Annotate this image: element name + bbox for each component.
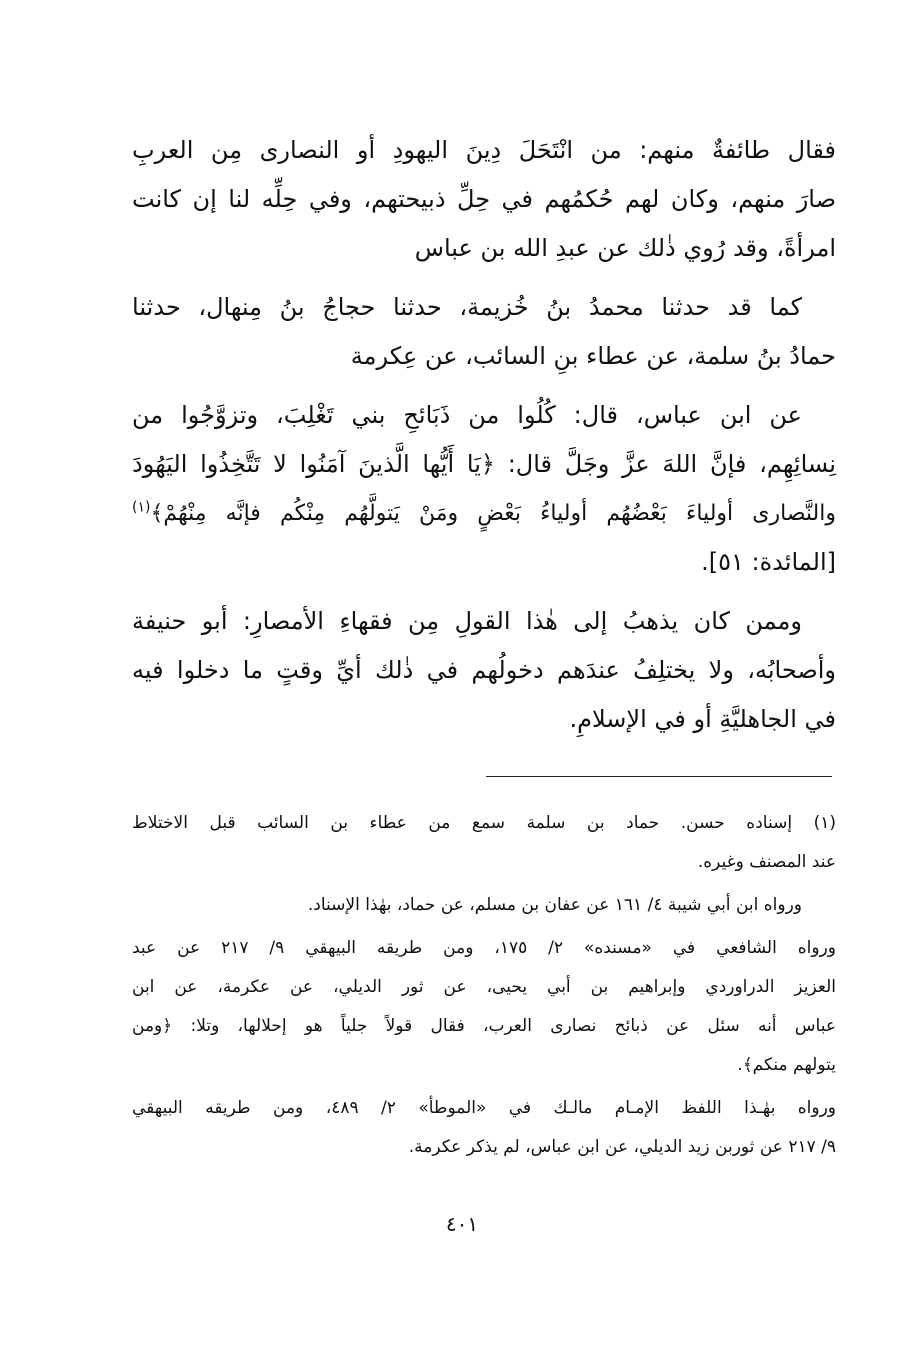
text-line: امرأةً، وقد رُوي ذٰلك عن عبدِ الله بن عباس bbox=[414, 234, 836, 262]
text-line: حمادُ بنُ سلمة، عن عطاء بنِ السائب، عن عِكرمة bbox=[350, 342, 836, 370]
quran-verse-text: والنَّصارى أولياءَ بَعْضُهُم أولياءُ بَعْضٍ ومَنْ يَتولَّهُم مِنْكُم فإنَّه مِنْهُمْ﴾ bbox=[150, 501, 836, 526]
paragraph-1 bbox=[132, 126, 836, 273]
page-number: ٤٠١ bbox=[445, 1212, 479, 1236]
text-line: كما قد حدثنا محمدُ بنُ خُزيمة، حدثنا حجاجُ بنُ مِنهال، حدثنا bbox=[132, 293, 802, 321]
paragraph-2 bbox=[132, 283, 836, 381]
footnote-line: ورواه الشافعي في «مسنده» ٢/ ١٧٥، ومن طريقه البيهقي ٩/ ٢١٧ عن عبد bbox=[132, 938, 836, 958]
text-line: وممن كان يذهبُ إلى هٰذا القولِ مِن فقهاءِ الأمصارِ: أبو حنيفة bbox=[132, 607, 802, 635]
footnote-divider bbox=[486, 776, 832, 777]
text-line: عن ابن عباس، قال: كُلُوا من ذَبَائحِ بني تَغْلِبَ، وتزوَّجُوا من bbox=[132, 401, 802, 429]
footnote-line: (١) إسناده حسن. حماد بن سلمة سمع من عطاء بن السائب قبل الاختلاط bbox=[132, 813, 836, 833]
paragraph-4 bbox=[132, 597, 836, 744]
text-line bbox=[132, 489, 836, 538]
text-line: فقال طائفةٌ منهم: من انْتَحَلَ دِينَ اليهودِ أو النصارى مِن العربِ bbox=[132, 136, 836, 164]
footnote-line: عند المصنف وغيره. bbox=[697, 852, 836, 872]
text-line: نِسائِهِم، فإنَّ اللهَ عزَّ وجَلَّ قال: ﴿يَا أَيُّها الَّذينَ آمَنُوا لا تَتَّخِذُوا اليَهُودَ bbox=[132, 450, 836, 478]
footnote-line: ورواه ابن أبي شيبة ٤/ ١٦١ عن عفان بن مسلم، عن حماد، بهٰذا الإسناد. bbox=[307, 895, 802, 915]
footnotes bbox=[132, 804, 836, 1167]
footnote-paragraph bbox=[132, 886, 836, 925]
paragraph-3 bbox=[132, 391, 836, 587]
text-line: صارَ منهم، وكان لهم حُكمُهم في حِلِّ ذبيحتهم، وفي حِلِّه لنا إن كانت bbox=[132, 185, 836, 213]
main-text bbox=[132, 126, 836, 744]
footnote-line: العزيز الدراوردي وإبراهيم بن أبي يحيى، عن ثور الديلي، عن عكرمة، عن ابن bbox=[132, 977, 836, 997]
footnote-line: ٩/ ٢١٧ عن ثوربن زيد الديلي، عن ابن عباس، لم يذكر عكرمة. bbox=[408, 1137, 836, 1157]
footnote-line: ورواه بهٰـذا اللفظ الإمـام مالـك في «الموطأ» ٢/ ٤٨٩، ومن طريقه البيهقي bbox=[132, 1098, 836, 1118]
text-line: في الجاهليَّةِ أو في الإسلامِ. bbox=[569, 705, 836, 733]
footnote-paragraph bbox=[132, 1089, 836, 1167]
text-line: وأصحابُه، ولا يختلِفُ عندَهم دخولُهم في ذٰلك أيِّ وقتٍ ما دخلوا فيه bbox=[132, 656, 836, 684]
footnote-1 bbox=[132, 804, 836, 882]
footnote-paragraph bbox=[132, 929, 836, 1085]
footnote-line: عباس أنه سئل عن ذبائح نصارى العرب، فقال قولاً جلياً هو إحلالها، وتلا: ﴿ومن bbox=[132, 1016, 836, 1036]
footnote-reference: (١) bbox=[132, 499, 151, 516]
footnote-line: يتولهم منكم﴾. bbox=[737, 1055, 836, 1075]
text-line: [المائدة: ٥١]. bbox=[701, 548, 836, 576]
